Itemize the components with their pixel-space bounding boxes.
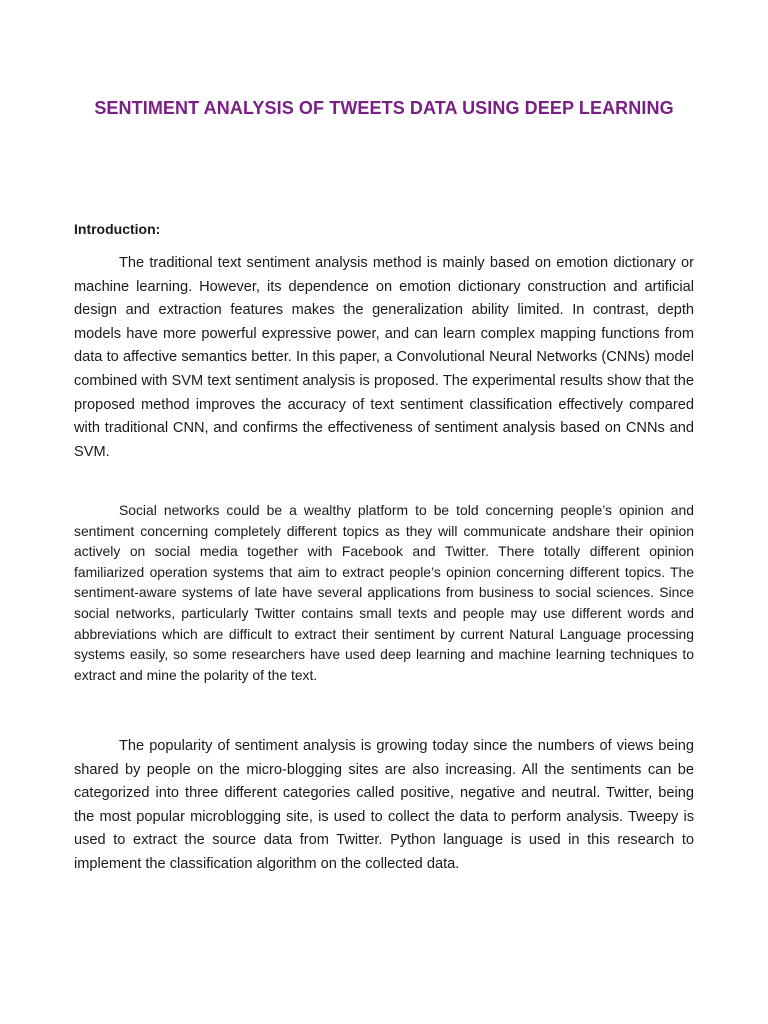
paragraph-3: The popularity of sentiment analysis is growing today since the numbers of views being shared by people on the micro-blogging sites are also increasing. All the sentiments can be categorized into three different categories called positive, negative and neutral. Twitter, being the most popular microblogging site, is used to collect the data to perform analysis. Tweepy is used to extract the source data from Twitter. Python language is used in this research to implement the classification algorithm on the collected data. bbox=[74, 738, 694, 872]
paragraph-2: Social networks could be a wealthy platform to be told concerning people’s opinion and sentiment concerning completely different topics as they will communicate andshare their opinion actively on social media together with Facebook and Twitter. There totally different opinion familiarized operation systems that aim to extract people’s opinion concerning different topics. The sentiment-aware systems of late have several applications from business to social sciences. Since social networks, particularly Twitter contains small texts and people may use different words and abbreviations which are difficult to extract their sentiment by current Natural Language processing systems easily, so some researchers have used deep learning and machine learning techniques to extract and mine the polarity of the text. bbox=[74, 502, 694, 683]
section-heading-introduction: Introduction: bbox=[74, 221, 161, 237]
paragraph-1: The traditional text sentiment analysis method is mainly based on emotion dictionary or machine learning. However, its dependence on emotion dictionary construction and artificial design and extraction features makes the generalization ability limited. In contrast, depth models have more powerful expressive power, and can learn complex mapping functions from data to affective semantics better. In this paper, a Convolutional Neural Networks (CNNs) model combined with SVM text sentiment analysis is proposed. The experimental results show that the proposed method improves the accuracy of text sentiment classification effectively compared with traditional CNN, and confirms the effectiveness of sentiment analysis based on CNNs and SVM. bbox=[74, 255, 694, 460]
document-title: SENTIMENT ANALYSIS OF TWEETS DATA USING DEEP LEARNING bbox=[94, 98, 674, 118]
